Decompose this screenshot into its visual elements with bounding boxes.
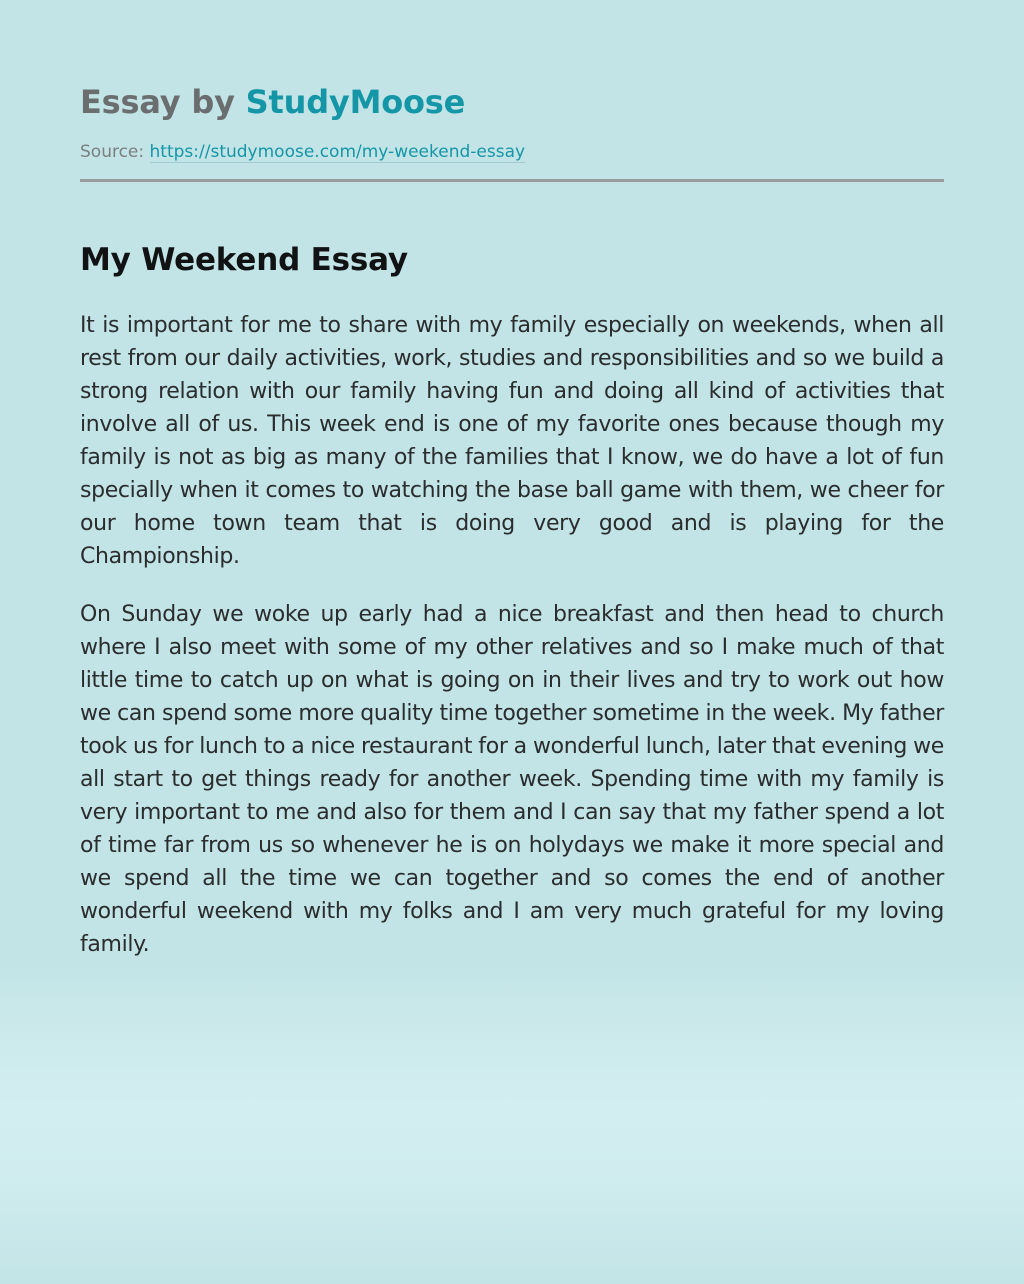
- essay-paragraph: On Sunday we woke up early had a nice breakfast and then head to church where I also meet with some of my other relatives and so I make much of that little time to catch up on what is going on in their lives and try to work out how we can spend some more quality time together sometime in the week. My father took us for lunch to a nice restaurant for a wonderful lunch, later that evening we all start to get things ready for another week. Spending time with my family is very important to me and also for them and I can say that my father spend a lot of time far from us so whenever he is on holydays we make it more special and we spend all the time we can together and so comes the end of another wonderful weekend with my folks and I am very much grateful for my loving family.: [80, 602, 944, 957]
- essay-body: [80, 309, 944, 986]
- essay-paragraph: It is important for me to share with my family especially on weekends, when all rest from our daily activities, work, studies and responsibilities and so we build a strong relation with our family having fun and doing all kind of activities that involve all of us. This week end is one of my favorite ones because though my family is not as big as many of the families that I know, we do have a lot of fun specially when it comes to watching the base ball game with them, we cheer for our home town team that is doing very good and is playing for the Championship.: [80, 313, 944, 569]
- source-link[interactable]: https://studymoose.com/my-weekend-essay: [149, 142, 526, 162]
- brand-prefix: Essay by: [80, 83, 246, 121]
- brand-name[interactable]: StudyMoose: [245, 83, 466, 121]
- source-label: Source:: [80, 142, 150, 162]
- source-line: [80, 140, 525, 164]
- site-brand-heading: [80, 82, 465, 122]
- header-divider: [80, 179, 944, 182]
- essay-title: My Weekend Essay: [80, 242, 408, 278]
